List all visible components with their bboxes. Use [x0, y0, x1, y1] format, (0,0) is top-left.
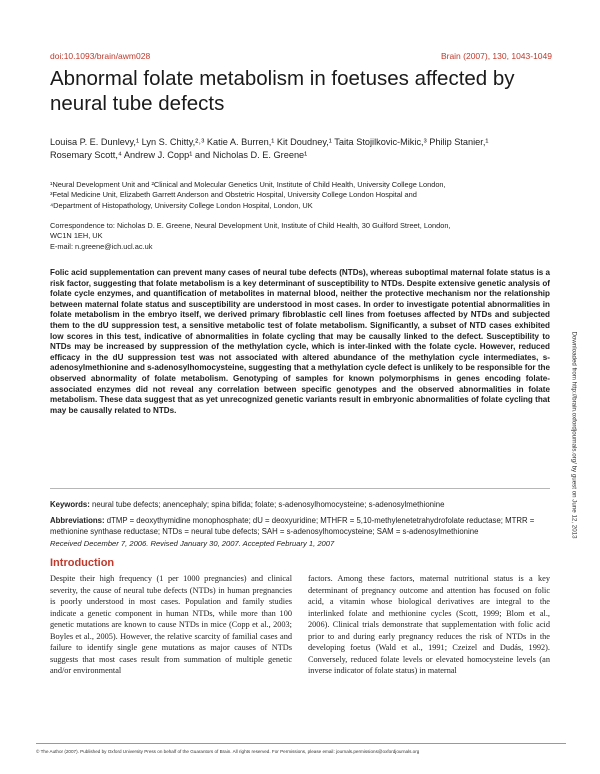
correspondence-line-1: Correspondence to: Nicholas D. E. Greene, Neural Development Unit, Institute of Child Health, 30 Guilford Street, London,	[50, 221, 451, 230]
affiliation-1: ¹Neural Development Unit and ²Clinical and Molecular Genetics Unit, Institute of Child Health, University College London,	[50, 180, 446, 189]
keywords-label: Keywords:	[50, 500, 90, 509]
intro-column-right: factors. Among these factors, maternal nutritional status is a key determinant of pregnancy outcome and attention has focused on folic acid, a vitamin whose biological derivatives are integral to the interlinked folate and methionine cycles (Scott, 1999; Blom et al., 2006). Clinical trials demonstrate that supplementation with folic acid prior to and during early pregnancy reduces the risk of NTDs in the developing foetus (Wald et al., 1991; Czeizel and Dudás, 1992). Conversely, reduced folate levels or elevated homocysteine levels (an inverse indicator of folate status) in maternal	[308, 574, 550, 675]
article-title: Abnormal folate metabolism in foetuses affected by neural tube defects	[50, 67, 515, 115]
affiliation-2: ³Fetal Medicine Unit, Elizabeth Garrett Anderson and Obstetric Hospital, University College London Hospital and	[50, 190, 417, 200]
intro-column-left: Despite their high frequency (1 per 1000 pregnancies) and clinical severity, the cause of neural tube defects (NTDs) in human pregnancies is poorly understood in most cases. Population and family studies indicate a genetic component in human NTDs, while more than 100 genetic mutations are known to cause NTDs in mice (Copp et al., 2003; Boyles et al., 2005). However, the relative scarcity of familial cases and failure to identify single gene mutations as major causes of NTDs suggests that most cases result from summation of multiple genetic and/or environmental	[50, 574, 292, 675]
correspondence	[50, 221, 550, 252]
journal-citation: Brain (2007), 130, 1043-1049	[440, 51, 552, 61]
author-list	[50, 136, 550, 161]
abbreviations	[50, 516, 550, 537]
affiliations	[50, 180, 550, 211]
download-watermark-text: Downloaded from http://brain.oxfordjournals.org/ by guest on June 12, 2013	[570, 331, 578, 539]
section-heading-introduction: Introduction	[50, 557, 115, 569]
download-watermark	[567, 270, 581, 600]
footer-rule	[36, 743, 566, 744]
authors-line-1: Louisa P. E. Dunlevy,¹ Lyn S. Chitty,²˒³ Katie A. Burren,¹ Kit Doudney,¹ Taita Stojilkovic-Mikic,³ Philip Stanier,¹	[50, 137, 489, 147]
doi-link[interactable]: doi:10.1093/brain/awm028	[50, 51, 151, 61]
keywords-text: neural tube defects; anencephaly; spina bifida; folate; s-adenosylhomocysteine; s-adenosylmethionine	[92, 500, 445, 509]
divider	[50, 488, 550, 489]
abbreviations-text: dTMP = deoxythymidine monophosphate; dU = deoxyuridine; MTHFR = 5,10-methylenetetrahydrofolate reductase; MTRR = methionine synthase reductase; NTDs = neural tube defects; SAH = s-adenosylhomocysteine; SAM = s-adenosylmethionine	[50, 516, 535, 536]
keywords	[50, 500, 550, 510]
correspondence-line-2: WC1N 1EH, UK	[50, 231, 103, 241]
authors-line-2: Rosemary Scott,⁴ Andrew J. Copp¹ and Nicholas D. E. Greene¹	[50, 149, 308, 160]
correspondence-email[interactable]: E-mail: n.greene@ich.ucl.ac.uk	[50, 241, 153, 251]
received-dates: Received December 7, 2006. Revised January 30, 2007. Accepted February 1, 2007	[50, 539, 335, 548]
abbreviations-label: Abbreviations:	[50, 516, 105, 525]
copyright-footer: © The Author (2007). Published by Oxford University Press on behalf of the Guarantors of Brain. All rights reserved. For Permissions, please email: journals.permissions@oxfordjournals.org	[36, 749, 420, 754]
abstract: Folic acid supplementation can prevent many cases of neural tube defects (NTDs), whereas suboptimal maternal folate status is a risk factor, suggesting that folate metabolism is a key determinant of susceptibility to NTDs. Despite extensive genetic analysis of folate cycle enzymes, and quantification of metabolites in maternal blood, neither the protective mechanism nor the relationship between maternal folate status and susceptibility are understood in most cases. In order to investigate potential abnormalities in folate metabolism in the embryo itself, we derived primary fibroblastic cell lines from foetuses affected by NTDs and subjected them to the dU suppression test, a sensitive metabolic test of folate metabolism. Significantly, a subset of NTD cases exhibited low scores in this test, indicative of abnormalities in folate cycling that may be causally linked to the defect. Susceptibility to NTDs may be increased by suppression of the methylation cycle, which is inter-linked with the folate cycle. However, reduced efficacy in the dU suppression test was not associated with altered abundance of the methylation cycle intermediates, s-adenosylmethionine and s-adenosylhomocysteine, suggesting that a methylation cycle defect is unlikely to be responsible for the observed abnormality of folate metabolism. Genotyping of samples for known polymorphisms in genes encoding folate-associated enzymes did not reveal any correlation between specific genotypes and the observed abnormalities in folate metabolism. These data suggest that as yet unrecognized genetic variants result in embryonic abnormalities of folate cycling that may be causally related to NTDs.	[50, 268, 550, 415]
affiliation-3: ⁴Department of Histopathology, University College London Hospital, London, UK	[50, 200, 313, 210]
